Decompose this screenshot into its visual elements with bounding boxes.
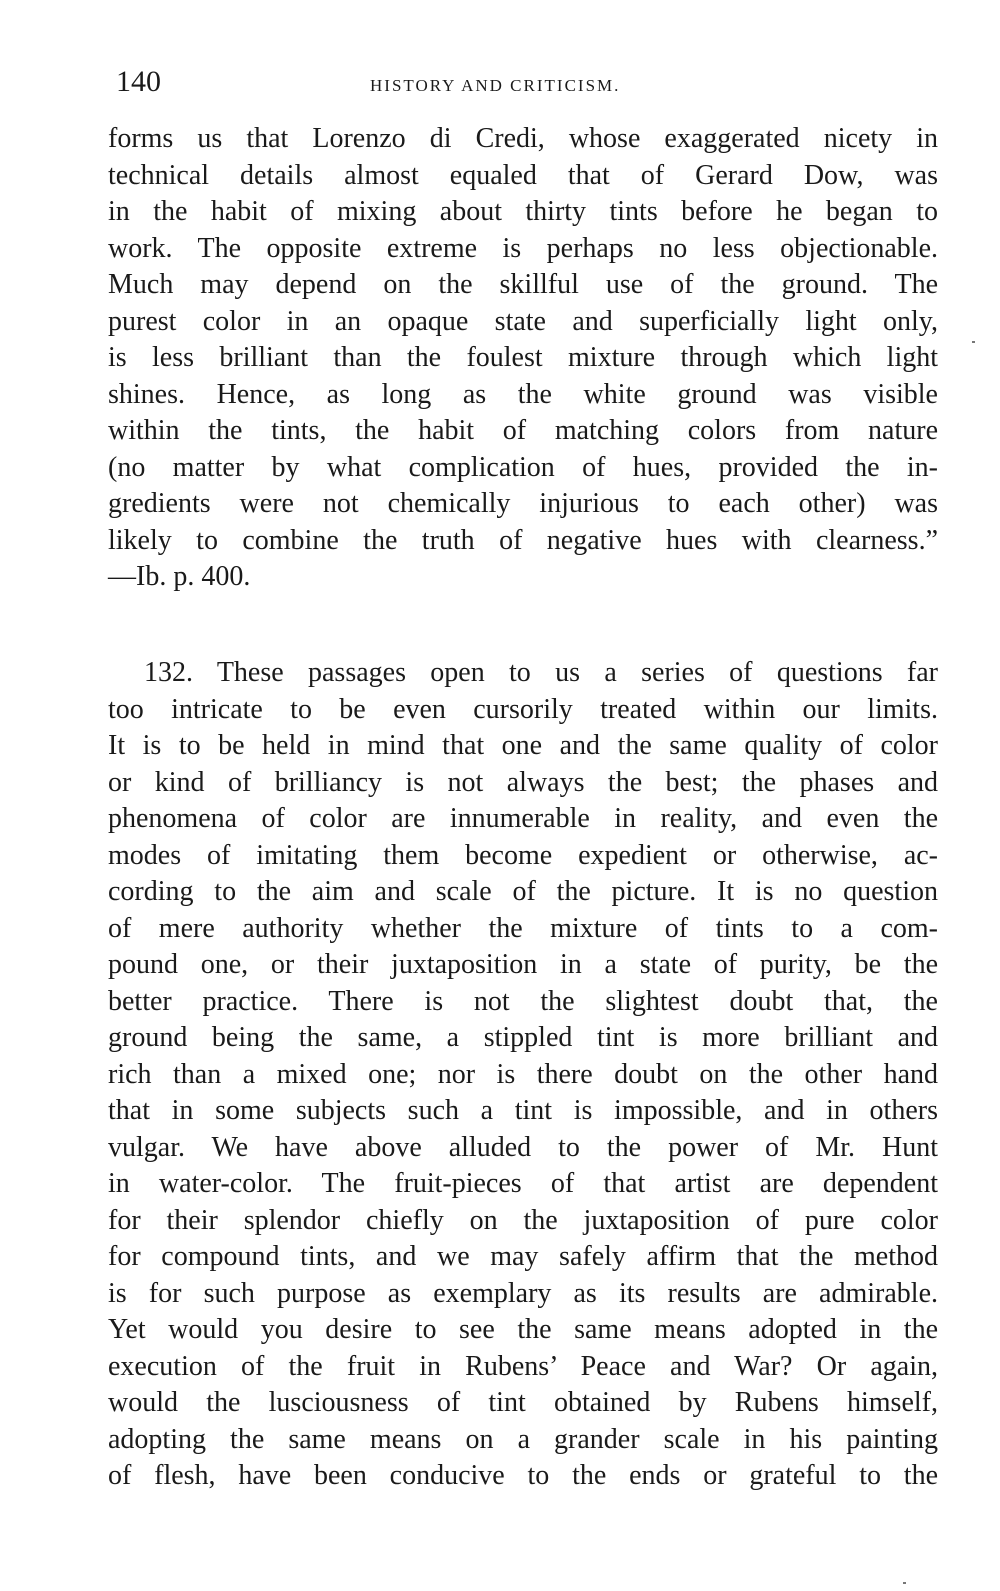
text-line: pound one, or their juxtaposition in a state of purity, be the bbox=[108, 949, 938, 980]
running-title: HISTORY AND CRITICISM. bbox=[370, 76, 621, 95]
scan-speck bbox=[972, 341, 975, 343]
text-line: modes of imitating them become expedient or otherwise, ac- bbox=[108, 839, 938, 871]
text-line: is for such purpose as exemplary as its results are admirable. bbox=[108, 1277, 938, 1309]
running-head bbox=[108, 64, 940, 104]
scan-speck bbox=[903, 1582, 906, 1584]
text-line: forms us that Lorenzo di Credi, whose exaggerated nicety in bbox=[108, 123, 938, 154]
text-line: would the lusciousness of tint obtained by Rubens himself, bbox=[108, 1387, 938, 1418]
text-line: 132. These passages open to us a series of questions far bbox=[144, 657, 938, 688]
text-line: for compound tints, and we may safely affirm that the method bbox=[108, 1241, 938, 1272]
text-line: Much may depend on the skillful use of the ground. The bbox=[108, 269, 938, 300]
text-line: vulgar. We have above alluded to the power of Mr. Hunt bbox=[108, 1131, 938, 1163]
text-line: Yet would you desire to see the same means adopted in the bbox=[108, 1314, 938, 1345]
text-line: is less brilliant than the foulest mixture through which light bbox=[108, 342, 938, 373]
citation-line: —Ib. p. 400. bbox=[108, 561, 251, 592]
text-line: gredients were not chemically injurious to each other) was bbox=[108, 488, 938, 519]
text-line: shines. Hence, as long as the white ground was visible bbox=[108, 378, 938, 410]
text-line: in the habit of mixing about thirty tints before he began to bbox=[108, 196, 938, 227]
text-line: likely to combine the truth of negative hues with clearness.” bbox=[108, 524, 938, 556]
text-line: within the tints, the habit of matching colors from nature bbox=[108, 415, 938, 446]
text-line: execution of the fruit in Rubens’ Peace and War? Or again, bbox=[108, 1350, 938, 1382]
paragraph-continued-quote bbox=[108, 121, 938, 596]
text-line: in water-color. The fruit-pieces of that artist are dependent bbox=[108, 1168, 938, 1199]
text-line: of mere authority whether the mixture of tints to a com- bbox=[108, 912, 938, 944]
text-line: ground being the same, a stippled tint is more brilliant and bbox=[108, 1022, 938, 1053]
text-line: cording to the aim and scale of the picture. It is no question bbox=[108, 876, 938, 907]
text-line: for their splendor chiefly on the juxtaposition of pure color bbox=[108, 1204, 938, 1236]
text-line: technical details almost equaled that of Gerard Dow, was bbox=[108, 159, 938, 191]
text-line: better practice. There is not the slightest doubt that, the bbox=[108, 985, 938, 1017]
text-line: phenomena of color are innumerable in reality, and even the bbox=[108, 803, 938, 834]
text-line: rich than a mixed one; nor is there doubt on the other hand bbox=[108, 1058, 938, 1090]
text-line: It is to be held in mind that one and the same quality of color bbox=[108, 730, 938, 761]
text-line: that in some subjects such a tint is impossible, and in others bbox=[108, 1095, 938, 1126]
text-line: or kind of brilliancy is not always the best; the phases and bbox=[108, 766, 938, 798]
text-line: too intricate to be even cursorily treated within our limits. bbox=[108, 693, 938, 725]
page-number: 140 bbox=[116, 65, 161, 98]
text-line: purest color in an opaque state and superficially light only, bbox=[108, 305, 938, 337]
text-line: (no matter by what complication of hues, provided the in- bbox=[108, 451, 938, 483]
paragraph-132 bbox=[108, 655, 938, 1495]
text-line: adopting the same means on a grander scale in his painting bbox=[108, 1423, 938, 1455]
text-line: work. The opposite extreme is perhaps no less objectionable. bbox=[108, 232, 938, 264]
text-line: of flesh, have been conducive to the ends or grateful to the bbox=[108, 1460, 938, 1491]
